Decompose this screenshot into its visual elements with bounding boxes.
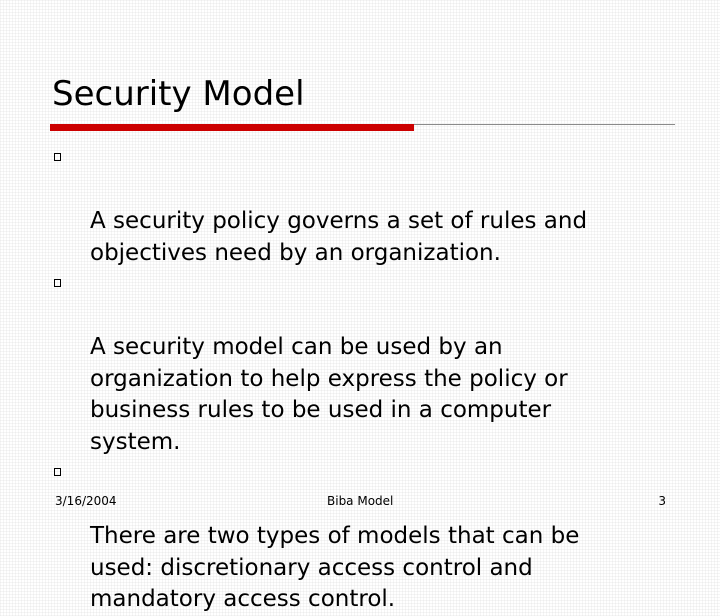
bullet-list	[0, 143, 720, 616]
title-accent-bar	[50, 124, 414, 131]
page-number: 3	[658, 494, 666, 508]
hollow-square-bullet-icon	[54, 279, 61, 287]
footer-title: Biba Model	[327, 494, 394, 508]
bullet-item-model	[0, 269, 670, 458]
hollow-square-bullet-icon	[54, 153, 61, 161]
footer-date: 3/16/2004	[55, 494, 117, 508]
bullet-text: A security policy governs a set of rules and objectives need by an organization.	[90, 208, 588, 266]
bullet-item-types	[0, 458, 670, 616]
bullet-text: A security model can be used by an organization to help express the policy or business rules to be used in a computer system.	[90, 334, 568, 455]
bullet-text: There are two types of models that can be used: discretionary access control and mandatory access control.	[90, 523, 580, 612]
bullet-item-policy	[0, 143, 670, 269]
hollow-square-bullet-icon	[54, 468, 61, 476]
slide-title: Security Model	[52, 74, 305, 114]
